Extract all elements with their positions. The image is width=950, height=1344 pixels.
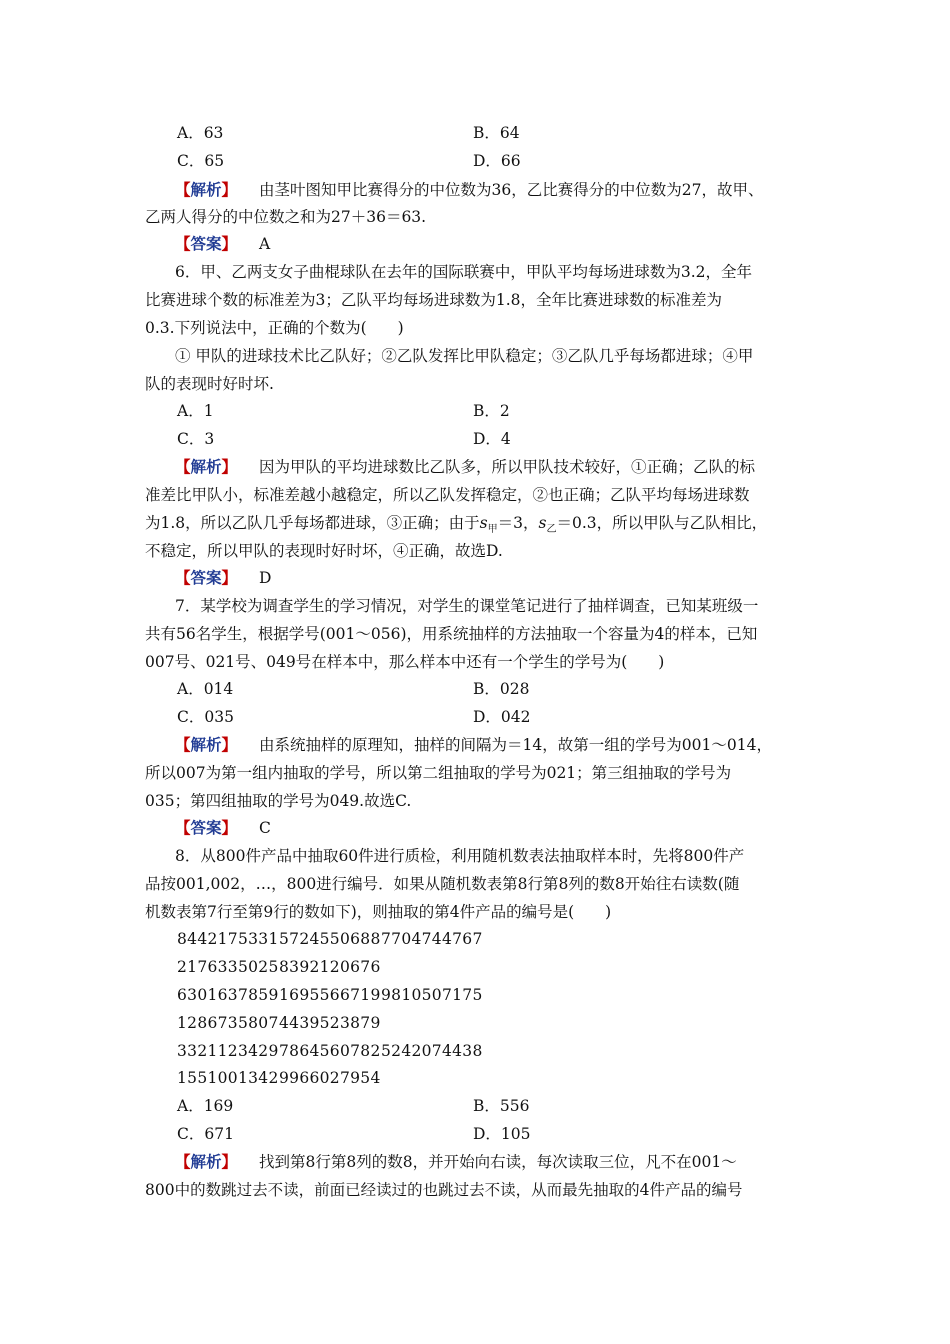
- random-table-row-2: 21763350258392120676: [177, 958, 381, 976]
- q7-option-a: A．014: [177, 680, 234, 698]
- q5-analysis-line-1: 【解析】 由茎叶图知甲比赛得分的中位数为36，乙比赛得分的中位数为27，故甲、: [175, 180, 764, 199]
- q8-stem-line-3: 机数表第7行至第9行的数如下)，则抽取的第4件产品的编号是( ): [145, 903, 612, 921]
- q7-analysis-line-2: 所以007为第一组内抽取的学号，所以第二组抽取的学号为021；第三组抽取的学号为: [145, 764, 732, 782]
- q6-analysis-line-1: 【解析】 因为甲队的平均进球数比乙队多，所以甲队技术较好，①正确；乙队的标: [175, 457, 756, 476]
- q8-analysis-line-1: 【解析】 找到第8行第8列的数8，并开始向右读，每次读取三位，凡不在001～: [175, 1152, 737, 1171]
- q6-option-c: C．3: [177, 430, 215, 448]
- q8-option-c: C．671: [177, 1125, 234, 1143]
- q6-stem-line-1: 6．甲、乙两支女子曲棍球队在去年的国际联赛中，甲队平均每场进球数为3.2，全年: [175, 263, 753, 281]
- q7-analysis-line-3: 035；第四组抽取的学号为049.故选C.: [145, 792, 412, 810]
- analysis-tag: 【解析】: [175, 457, 238, 476]
- q7-answer: 【答案】 C: [175, 818, 271, 837]
- q8-stem-line-2: 品按001,002，…，800进行编号．如果从随机数表第8行第8列的数8开始往右读数(随: [145, 875, 740, 893]
- q5-analysis-line-2: 乙两人得分的中位数之和为27＋36＝63.: [145, 208, 427, 226]
- q7-option-c: C．035: [177, 708, 234, 726]
- q6-analysis-line-2: 准差比甲队小，标准差越小越稳定，所以乙队发挥稳定，②也正确；乙队平均每场进球数: [145, 486, 750, 504]
- q6-stem-line-3: 0.3.下列说法中，正确的个数为( ): [145, 319, 404, 337]
- q7-stem-line-2: 共有56名学生，根据学号(001～056)，用系统抽样的方法抽取一个容量为4的样本，已知: [145, 625, 758, 643]
- q7-stem-line-3: 007号、021号、049号在样本中，那么样本中还有一个学生的学号为( ): [145, 653, 665, 671]
- answer-tag: 【答案】: [175, 568, 238, 587]
- q7-option-d: D．042: [473, 708, 531, 726]
- q5-answer: 【答案】 A: [175, 234, 271, 253]
- q8-option-d: D．105: [473, 1125, 531, 1143]
- q5-option-c: C．65: [177, 152, 225, 170]
- answer-tag: 【答案】: [175, 818, 238, 837]
- q5-option-b: B．64: [473, 124, 520, 142]
- random-table-row-4: 12867358074439523879: [177, 1014, 381, 1032]
- q5-option-a: A．63: [177, 124, 224, 142]
- q7-option-b: B．028: [473, 680, 530, 698]
- q6-option-b: B．2: [473, 402, 510, 420]
- q8-analysis-line-2: 800中的数跳过去不读，前面已经读过的也跳过去不读，从而最先抽取的4件产品的编号: [145, 1181, 743, 1199]
- q6-stem-line-4: ① 甲队的进球技术比乙队好；②乙队发挥比甲队稳定；③乙队几乎每场都进球；④甲: [175, 347, 754, 365]
- q5-option-d: D．66: [473, 152, 521, 170]
- q6-answer: 【答案】 D: [175, 568, 272, 587]
- q6-analysis-line-4: 不稳定，所以甲队的表现时好时坏，④正确，故选D.: [145, 542, 503, 560]
- q8-option-a: A．169: [177, 1097, 234, 1115]
- answer-tag: 【答案】: [175, 234, 238, 253]
- q6-stem-line-2: 比赛进球个数的标准差为3；乙队平均每场进球数为1.8，全年比赛进球数的标准差为: [145, 291, 723, 309]
- q6-option-d: D．4: [473, 430, 511, 448]
- analysis-tag: 【解析】: [175, 1152, 238, 1171]
- q6-option-a: A．1: [177, 402, 214, 420]
- random-table-row-5: 332112342978645607825242074438: [177, 1042, 483, 1060]
- random-table-row-6: 15510013429966027954: [177, 1069, 381, 1087]
- random-table-row-3: 630163785916955667199810507175: [177, 986, 483, 1004]
- analysis-tag: 【解析】: [175, 735, 238, 754]
- q8-stem-line-1: 8．从800件产品中抽取60件进行质检，利用随机数表法抽取样本时，先将800件产: [175, 847, 745, 865]
- analysis-tag: 【解析】: [175, 180, 238, 199]
- q7-analysis-line-1: 【解析】 由系统抽样的原理知，抽样的间隔为＝14，故第一组的学号为001～014，: [175, 735, 772, 754]
- q6-stem-line-5: 队的表现时好时坏.: [145, 375, 274, 393]
- q7-stem-line-1: 7．某学校为调查学生的学习情况，对学生的课堂笔记进行了抽样调查，已知某班级一: [175, 597, 759, 615]
- q8-option-b: B．556: [473, 1097, 530, 1115]
- random-table-row-1: 844217533157245506887704744767: [177, 930, 483, 948]
- q6-analysis-line-3: 为1.8，所以乙队几乎每场都进球，③正确；由于$s_甲=3$，$s_乙=0.3$，所以甲队与乙队相比，: [145, 514, 768, 536]
